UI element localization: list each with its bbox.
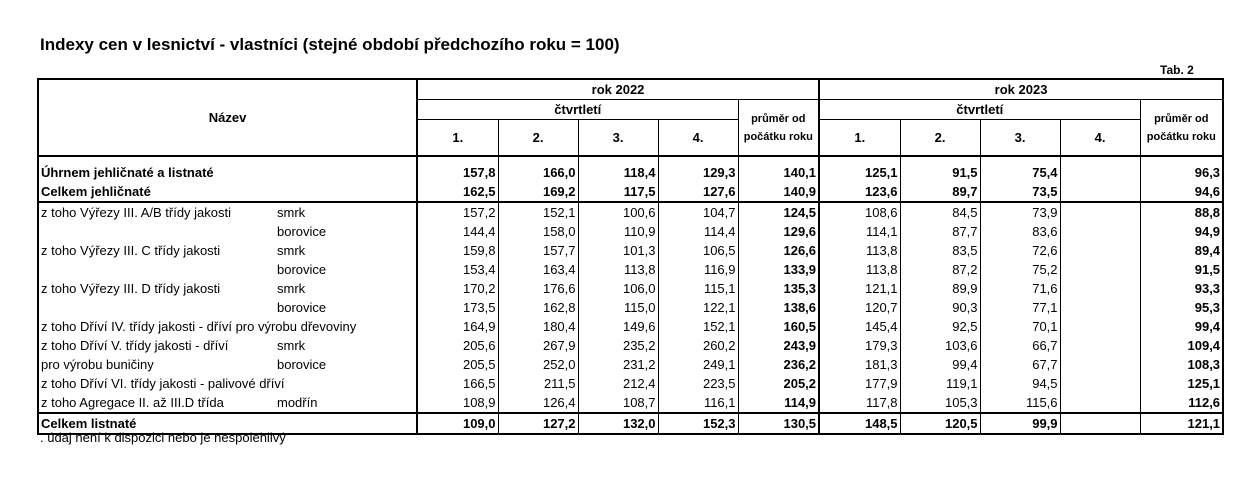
row-subname: smrk [277, 280, 306, 296]
value-2022-avg: 236,2 [738, 355, 819, 374]
value-2022-q4: 152,1 [658, 317, 738, 336]
row-name: z toho Dříví V. třídy jakosti - dříví [38, 336, 275, 355]
avg-2023-header [1140, 100, 1223, 157]
value-2023-q4 [1060, 317, 1140, 336]
row-subname [275, 413, 417, 434]
value-2022-q3: 235,2 [578, 336, 658, 355]
value-2023-q1: 179,3 [819, 336, 900, 355]
value-2022-q3: 101,3 [578, 241, 658, 260]
value-2022-q1: 205,6 [417, 336, 498, 355]
value-2022-q4: 129,3 [658, 163, 738, 182]
row-name: z toho Výřezy III. C třídy jakosti [38, 241, 275, 260]
value-2022-q4: 249,1 [658, 355, 738, 374]
value-2022-avg: 126,6 [738, 241, 819, 260]
value-2022-avg: 133,9 [738, 260, 819, 279]
value-2023-q1: 114,1 [819, 222, 900, 241]
value-2022-q2: 252,0 [498, 355, 578, 374]
value-2022-q3: 231,2 [578, 355, 658, 374]
value-2023-q4 [1060, 413, 1140, 434]
value-2023-q3: 83,6 [980, 222, 1060, 241]
value-2023-q1: 125,1 [819, 163, 900, 182]
value-2022-q2: 267,9 [498, 336, 578, 355]
spacer-cell [498, 156, 578, 163]
row-name: Celkem listnaté [38, 413, 275, 434]
value-2023-q2: 90,3 [900, 298, 980, 317]
value-2022-q3: 106,0 [578, 279, 658, 298]
value-2023-avg: 109,4 [1140, 336, 1223, 355]
table-row [38, 279, 1223, 298]
value-2023-avg: 94,9 [1140, 222, 1223, 241]
value-2023-avg: 125,1 [1140, 374, 1223, 393]
value-2023-avg: 94,6 [1140, 182, 1223, 202]
value-2023-q2: 89,7 [900, 182, 980, 202]
value-2022-q1: 205,5 [417, 355, 498, 374]
value-2022-q2: 166,0 [498, 163, 578, 182]
value-2023-q2: 83,5 [900, 241, 980, 260]
value-2023-q1: 117,8 [819, 393, 900, 413]
row-name: Celkem jehličnaté [38, 182, 275, 202]
spacer-cell [658, 156, 738, 163]
value-2023-q2: 87,7 [900, 222, 980, 241]
value-2023-q1: 123,6 [819, 182, 900, 202]
value-2023-q4 [1060, 336, 1140, 355]
row-subname: modřín [277, 394, 318, 410]
table-row [38, 317, 1223, 336]
value-2022-q4: 104,7 [658, 202, 738, 222]
spacer-row [38, 156, 1223, 163]
value-2023-q3: 66,7 [980, 336, 1060, 355]
row-subname: borovice [277, 299, 327, 315]
avg-2022-header [738, 100, 819, 157]
value-2022-q2: 126,4 [498, 393, 578, 413]
value-2023-q4 [1060, 222, 1140, 241]
value-2023-q3: 75,4 [980, 163, 1060, 182]
value-2023-q4 [1060, 202, 1140, 222]
value-2022-q3: 108,7 [578, 393, 658, 413]
q1-2023-header: 1. [819, 120, 900, 157]
table-row [38, 374, 1223, 393]
value-2022-q1: 108,9 [417, 393, 498, 413]
table-row [38, 260, 1223, 279]
value-2023-q2: 99,4 [900, 355, 980, 374]
spacer-cell [980, 156, 1060, 163]
row-subname: borovice [277, 261, 327, 277]
q3-2022-header: 3. [578, 120, 658, 157]
value-2022-avg: 140,9 [738, 182, 819, 202]
row-subname: smrk [277, 204, 306, 220]
value-2023-avg: 93,3 [1140, 279, 1223, 298]
value-2022-q3: 149,6 [578, 317, 658, 336]
value-2023-q3: 94,5 [980, 374, 1060, 393]
value-2022-q3: 113,8 [578, 260, 658, 279]
value-2022-avg: 138,6 [738, 298, 819, 317]
row-subname: borovice [277, 356, 327, 372]
table-row [38, 298, 1223, 317]
value-2023-q2: 89,9 [900, 279, 980, 298]
value-2023-q4 [1060, 182, 1140, 202]
spacer-cell [417, 156, 498, 163]
value-2023-q1: 121,1 [819, 279, 900, 298]
quarters-2022-header: čtvrtletí [417, 100, 738, 120]
value-2022-q3: 132,0 [578, 413, 658, 434]
row-name [38, 260, 275, 279]
avg-2023-label-line2: počátku roku [1146, 130, 1216, 143]
value-2022-avg: 140,1 [738, 163, 819, 182]
spacer-cell [1060, 156, 1140, 163]
quarters-2023-header: čtvrtletí [819, 100, 1140, 120]
value-2023-q1: 148,5 [819, 413, 900, 434]
table-row [38, 393, 1223, 413]
value-2022-q1: 157,2 [417, 202, 498, 222]
value-2022-q4: 127,6 [658, 182, 738, 202]
value-2023-avg: 88,8 [1140, 202, 1223, 222]
value-2022-q4: 116,1 [658, 393, 738, 413]
value-2023-q3: 77,1 [980, 298, 1060, 317]
avg-2022-label-line2: počátku roku [743, 130, 813, 143]
value-2022-q1: 157,8 [417, 163, 498, 182]
row-name: z toho Dříví IV. třídy jakosti - dříví pro výrobu dřevoviny [38, 317, 275, 336]
row-name: z toho Výřezy III. D třídy jakosti [38, 279, 275, 298]
row-subname [275, 374, 417, 393]
value-2023-q3: 73,5 [980, 182, 1060, 202]
value-2022-q2: 211,5 [498, 374, 578, 393]
value-2023-q1: 113,8 [819, 260, 900, 279]
value-2022-q1: 162,5 [417, 182, 498, 202]
value-2022-q2: 162,8 [498, 298, 578, 317]
spacer-cell [578, 156, 658, 163]
table-row [38, 241, 1223, 260]
value-2022-q3: 100,6 [578, 202, 658, 222]
value-2023-q3: 75,2 [980, 260, 1060, 279]
value-2022-q3: 118,4 [578, 163, 658, 182]
row-subname: borovice [277, 223, 327, 239]
name-column-header: Název [38, 79, 417, 156]
value-2022-q4: 106,5 [658, 241, 738, 260]
table-row [38, 336, 1223, 355]
value-2022-q2: 127,2 [498, 413, 578, 434]
value-2022-q4: 260,2 [658, 336, 738, 355]
value-2023-q4 [1060, 374, 1140, 393]
value-2022-q2: 152,1 [498, 202, 578, 222]
table-number: Tab. 2 [1160, 63, 1194, 77]
value-2023-q4 [1060, 260, 1140, 279]
value-2023-q3: 67,7 [980, 355, 1060, 374]
value-2023-avg: 112,6 [1140, 393, 1223, 413]
row-name [38, 298, 275, 317]
value-2022-avg: 243,9 [738, 336, 819, 355]
price-index-table [37, 78, 1224, 435]
value-2022-q1: 153,4 [417, 260, 498, 279]
row-name: Úhrnem jehličnaté a listnaté [38, 163, 275, 182]
spacer-cell [38, 156, 417, 163]
value-2023-avg: 89,4 [1140, 241, 1223, 260]
value-2022-q3: 110,9 [578, 222, 658, 241]
row-name: z toho Agregace II. až III.D třída [38, 393, 275, 413]
value-2023-q4 [1060, 241, 1140, 260]
q2-2022-header: 2. [498, 120, 578, 157]
value-2022-q1: 170,2 [417, 279, 498, 298]
value-2023-q4 [1060, 163, 1140, 182]
value-2022-q3: 117,5 [578, 182, 658, 202]
value-2023-q2: 105,3 [900, 393, 980, 413]
value-2023-q4 [1060, 355, 1140, 374]
table-row [38, 163, 1223, 182]
value-2022-q4: 122,1 [658, 298, 738, 317]
value-2023-q1: 113,8 [819, 241, 900, 260]
value-2023-q1: 108,6 [819, 202, 900, 222]
value-2023-avg: 91,5 [1140, 260, 1223, 279]
avg-2022-label-line1: průměr od [751, 112, 806, 125]
value-2023-q2: 91,5 [900, 163, 980, 182]
value-2022-avg: 130,5 [738, 413, 819, 434]
value-2023-q4 [1060, 279, 1140, 298]
avg-2023-label-line1: průměr od [1154, 112, 1209, 125]
value-2023-q1: 120,7 [819, 298, 900, 317]
value-2022-q4: 116,9 [658, 260, 738, 279]
value-2022-q1: 164,9 [417, 317, 498, 336]
value-2023-q3: 71,6 [980, 279, 1060, 298]
value-2023-q3: 99,9 [980, 413, 1060, 434]
table-row [38, 202, 1223, 222]
value-2023-avg: 96,3 [1140, 163, 1223, 182]
value-2023-q3: 72,6 [980, 241, 1060, 260]
value-2023-q4 [1060, 298, 1140, 317]
row-name: pro výrobu buničiny [38, 355, 275, 374]
value-2022-q2: 163,4 [498, 260, 578, 279]
value-2022-q4: 223,5 [658, 374, 738, 393]
value-2023-q2: 103,6 [900, 336, 980, 355]
value-2022-q3: 115,0 [578, 298, 658, 317]
row-subname: smrk [277, 242, 306, 258]
value-2022-avg: 129,6 [738, 222, 819, 241]
q4-2022-header: 4. [658, 120, 738, 157]
q4-2023-header: 4. [1060, 120, 1140, 157]
value-2023-q2: 119,1 [900, 374, 980, 393]
value-2023-q2: 84,5 [900, 202, 980, 222]
value-2022-q4: 115,1 [658, 279, 738, 298]
value-2023-q4 [1060, 393, 1140, 413]
value-2023-q2: 120,5 [900, 413, 980, 434]
row-subname: smrk [277, 337, 306, 353]
value-2022-q1: 159,8 [417, 241, 498, 260]
value-2023-q3: 70,1 [980, 317, 1060, 336]
row-subname [275, 163, 417, 182]
table-row [38, 355, 1223, 374]
value-2022-q1: 109,0 [417, 413, 498, 434]
value-2022-q2: 176,6 [498, 279, 578, 298]
row-name: z toho Dříví VI. třídy jakosti - palivové dříví [38, 374, 275, 393]
value-2023-q2: 92,5 [900, 317, 980, 336]
q2-2023-header: 2. [900, 120, 980, 157]
value-2022-q2: 180,4 [498, 317, 578, 336]
footnote: . údaj není k dispozici nebo je nespolehlivý [40, 430, 286, 445]
value-2023-avg: 121,1 [1140, 413, 1223, 434]
value-2022-q2: 157,7 [498, 241, 578, 260]
value-2022-avg: 135,3 [738, 279, 819, 298]
year-2023-header: rok 2023 [819, 79, 1223, 100]
row-name [38, 222, 275, 241]
value-2023-q3: 73,9 [980, 202, 1060, 222]
spacer-cell [738, 156, 819, 163]
q3-2023-header: 3. [980, 120, 1060, 157]
value-2023-avg: 95,3 [1140, 298, 1223, 317]
value-2022-q4: 152,3 [658, 413, 738, 434]
table-body [38, 156, 1223, 434]
value-2023-avg: 99,4 [1140, 317, 1223, 336]
value-2023-q1: 177,9 [819, 374, 900, 393]
value-2022-q1: 173,5 [417, 298, 498, 317]
value-2022-q2: 158,0 [498, 222, 578, 241]
spacer-cell [900, 156, 980, 163]
table-row [38, 222, 1223, 241]
row-name: z toho Výřezy III. A/B třídy jakosti [38, 202, 275, 222]
row-subname [275, 182, 417, 202]
value-2022-avg: 160,5 [738, 317, 819, 336]
value-2023-q1: 145,4 [819, 317, 900, 336]
value-2023-q3: 115,6 [980, 393, 1060, 413]
value-2022-q1: 166,5 [417, 374, 498, 393]
spacer-cell [1140, 156, 1223, 163]
value-2022-q2: 169,2 [498, 182, 578, 202]
value-2023-q1: 181,3 [819, 355, 900, 374]
value-2022-avg: 205,2 [738, 374, 819, 393]
value-2022-q3: 212,4 [578, 374, 658, 393]
value-2022-avg: 124,5 [738, 202, 819, 222]
value-2022-q1: 144,4 [417, 222, 498, 241]
table-row [38, 182, 1223, 202]
value-2022-avg: 114,9 [738, 393, 819, 413]
value-2023-q2: 87,2 [900, 260, 980, 279]
value-2022-q4: 114,4 [658, 222, 738, 241]
year-2022-header: rok 2022 [417, 79, 819, 100]
spacer-cell [819, 156, 900, 163]
page-title: Indexy cen v lesnictví - vlastníci (stejné období předchozího roku = 100) [40, 35, 620, 54]
value-2023-avg: 108,3 [1140, 355, 1223, 374]
q1-2022-header: 1. [417, 120, 498, 157]
